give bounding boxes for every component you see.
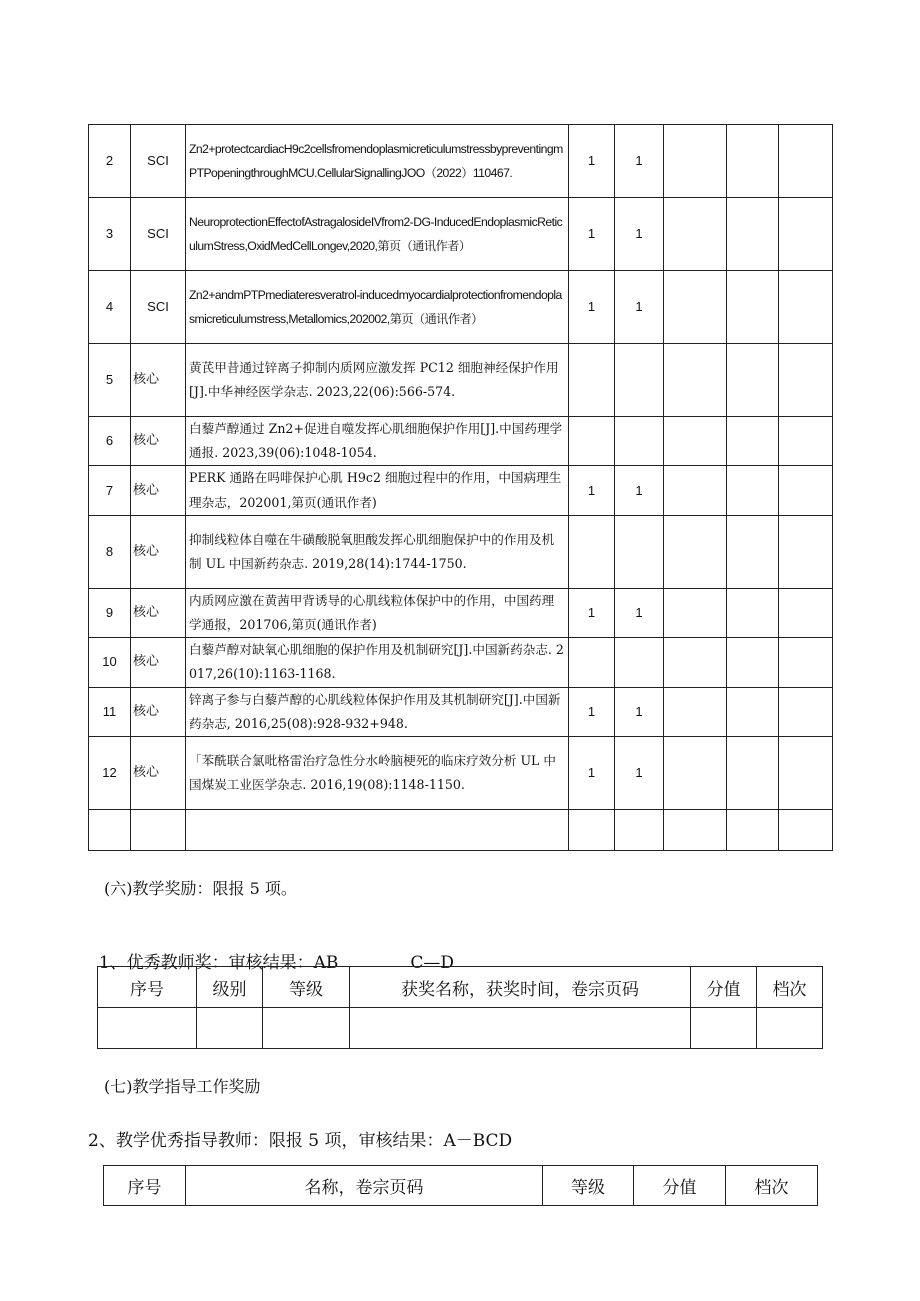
publication-row [89,638,833,687]
publication-number: 9 [89,588,131,637]
award-header-cell: 等级 [263,967,350,1008]
publication-title: NeuroprotectionEffectofAstragalosideIVfrom2-DG-InducedEndoplasmicReticulumStress,OxidMedCellLongev,2020,第页（通讯作者） [186,198,569,271]
publication-empty-cell [615,810,664,851]
publication-row [89,417,833,466]
guide-header-cell: 分值 [634,1166,726,1206]
publication-empty-cell [727,344,779,417]
publication-count-2 [615,417,664,466]
publication-empty-cell [727,466,779,515]
award-header-cell: 序号 [98,967,197,1008]
publication-count-2: 1 [615,466,664,515]
award-empty-cell [691,1008,757,1049]
award-empty-cell [197,1008,263,1049]
publication-empty-cell [779,417,833,466]
publication-row [89,125,833,198]
publication-number: 7 [89,466,131,515]
publication-table [88,124,833,851]
award-empty-cell [98,1008,197,1049]
publication-level: SCI [131,125,186,198]
publication-count-1 [569,515,615,588]
publication-empty-cell [664,125,727,198]
publication-empty-cell [727,125,779,198]
award-header-cell: 档次 [757,967,823,1008]
publication-empty-cell [779,810,833,851]
publication-count-1: 1 [569,737,615,810]
publication-empty-row [89,810,833,851]
publication-empty-cell [727,737,779,810]
publication-level: 核心 [131,737,186,810]
publication-empty-cell [664,344,727,417]
publication-row [89,198,833,271]
publication-empty-cell [664,810,727,851]
award-empty-cell [350,1008,691,1049]
publication-empty-cell [186,810,569,851]
publication-row [89,737,833,810]
publication-number: 2 [89,125,131,198]
publication-title: 锌离子参与白藜芦醇的心肌线粒体保护作用及其机制研究[J].中国新药杂志, 2016,25(08):928-932+948. [186,687,569,736]
item-1-suffix: C—D [410,953,455,973]
publication-title: 白藜芦醇通过 Zn2+促进自噬发挥心肌细胞保护作用[J].中国药理学通报. 2023,39(06):1048-1054. [186,417,569,466]
award-empty-cell [757,1008,823,1049]
award-header-cell: 级别 [197,967,263,1008]
publication-empty-cell [89,810,131,851]
publication-empty-cell [664,588,727,637]
publication-row [89,687,833,736]
publication-level: 核心 [131,466,186,515]
publication-empty-cell [727,417,779,466]
publication-empty-cell [664,687,727,736]
section-7-heading: (七)教学指导工作奖励 [104,1077,261,1096]
publication-empty-cell [727,687,779,736]
award-table [97,966,823,1049]
publication-empty-cell [131,810,186,851]
publication-empty-cell [779,466,833,515]
publication-empty-cell [664,417,727,466]
publication-number: 5 [89,344,131,417]
publication-level: 核心 [131,588,186,637]
guide-table [103,1165,818,1206]
publication-level: 核心 [131,344,186,417]
publication-row [89,271,833,344]
publication-number: 12 [89,737,131,810]
publication-count-2: 1 [615,198,664,271]
publication-number: 11 [89,687,131,736]
publication-count-2: 1 [615,271,664,344]
publication-row [89,466,833,515]
publication-count-1: 1 [569,466,615,515]
publication-count-1: 1 [569,271,615,344]
publication-empty-cell [779,271,833,344]
publication-empty-cell [779,687,833,736]
publication-empty-cell [727,588,779,637]
publication-empty-cell [779,125,833,198]
publication-empty-cell [664,737,727,810]
publication-empty-cell [779,344,833,417]
publication-number: 4 [89,271,131,344]
publication-empty-cell [779,198,833,271]
publication-title: 白藜芦醇对缺氧心肌细胞的保护作用及机制研究[J].中国新药杂志. 2017,26(10):1163-1168. [186,638,569,687]
guide-header-cell: 档次 [726,1166,818,1206]
publication-empty-cell [779,515,833,588]
publication-level: 核心 [131,515,186,588]
publication-number: 10 [89,638,131,687]
publication-level: 核心 [131,638,186,687]
publication-empty-cell [664,515,727,588]
section-6-heading: (六)教学奖励：限报 5 项。 [104,879,297,898]
item-1-text: 1、优秀教师奖：审核结果：AB [98,953,339,973]
guide-header-cell: 等级 [543,1166,634,1206]
publication-count-2 [615,344,664,417]
publication-empty-cell [727,515,779,588]
publication-level: SCI [131,198,186,271]
publication-empty-cell [727,271,779,344]
publication-row [89,588,833,637]
publication-title: PERK 通路在吗啡保护心肌 H9c2 细胞过程中的作用，中国病理生理杂志，202001,第页(通讯作者) [186,466,569,515]
publication-row [89,515,833,588]
publication-count-1 [569,417,615,466]
award-empty-cell [263,1008,350,1049]
publication-empty-cell [664,198,727,271]
publication-empty-cell [779,588,833,637]
publication-count-1: 1 [569,687,615,736]
publication-row [89,344,833,417]
publication-title: Zn2+andmPTPmediateresveratrol-inducedmyocardialprotectionfromendoplasmicreticulumstress,Metallomics,202002,第页（通讯作者） [186,271,569,344]
publication-level: SCI [131,271,186,344]
publication-count-1: 1 [569,125,615,198]
guide-header-cell: 序号 [104,1166,186,1206]
award-header-cell: 分值 [691,967,757,1008]
publication-empty-cell [727,638,779,687]
publication-title: 抑制线粒体自噬在牛磺酸脱氧胆酸发挥心肌细胞保护中的作用及机制 UL 中国新药杂志. 2019,28(14):1744-1750. [186,515,569,588]
publication-count-2: 1 [615,687,664,736]
publication-empty-cell [664,466,727,515]
publication-level: 核心 [131,687,186,736]
publication-count-2 [615,515,664,588]
publication-level: 核心 [131,417,186,466]
publication-empty-cell [779,737,833,810]
publication-count-1 [569,638,615,687]
publication-empty-cell [664,638,727,687]
publication-empty-cell [569,810,615,851]
publication-count-1 [569,344,615,417]
publication-title: 黄芪甲昔通过锌离子抑制内质网应激发挥 PC12 细胞神经保护作用[J].中华神经医学杂志. 2023,22(06):566-574. [186,344,569,417]
publication-empty-cell [727,810,779,851]
publication-title: Zn2+protectcardiacH9c2cellsfromendoplasmicreticulumstressbypreventingmPTPopeningthroughMCU.CellularSignallingJOO（2022）110467. [186,125,569,198]
publication-count-1: 1 [569,198,615,271]
publication-empty-cell [779,638,833,687]
publication-number: 6 [89,417,131,466]
publication-number: 3 [89,198,131,271]
publication-count-2: 1 [615,588,664,637]
publication-empty-cell [727,198,779,271]
item-2-heading: 2、教学优秀指导教师：限报 5 项，审核结果：A－BCD [88,1131,513,1151]
publication-empty-cell [664,271,727,344]
publication-count-2: 1 [615,737,664,810]
publication-count-1: 1 [569,588,615,637]
publication-title: 内质网应激在黄茜甲背诱导的心肌线粒体保护中的作用，中国药理学通报，201706,第页(通讯作者) [186,588,569,637]
publication-count-2 [615,638,664,687]
guide-header-cell: 名称，卷宗页码 [186,1166,543,1206]
publication-count-2: 1 [615,125,664,198]
publication-title: 「苯酰联合氯吡格雷治疗急性分水岭脑梗死的临床疗效分析 UL 中国煤炭工业医学杂志. 2016,19(08):1148-1150. [186,737,569,810]
publication-number: 8 [89,515,131,588]
award-header-cell: 获奖名称，获奖时间，卷宗页码 [350,967,691,1008]
